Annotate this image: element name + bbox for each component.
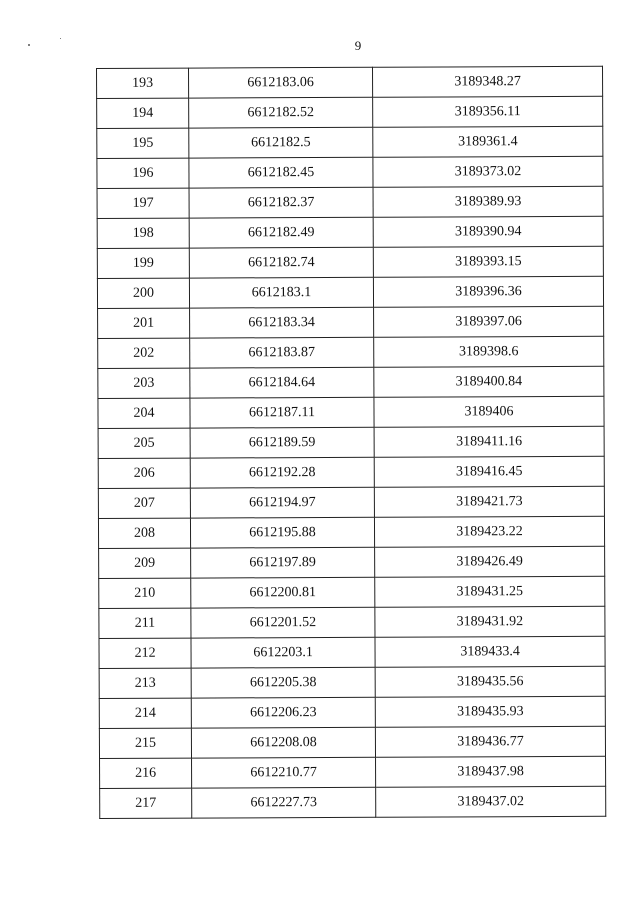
- point-index-cell: 200: [97, 278, 189, 308]
- point-index-cell: 196: [97, 158, 189, 188]
- table-row: [98, 516, 604, 548]
- table-row: [98, 456, 604, 488]
- table-row: [100, 756, 606, 788]
- table-row: [98, 366, 604, 398]
- point-index-cell: 214: [99, 698, 191, 728]
- table-row: [97, 186, 603, 218]
- x-coordinate-cell: 6612183.87: [190, 337, 374, 368]
- y-coordinate-cell: 3189421.73: [374, 486, 604, 517]
- x-coordinate-cell: 6612205.38: [191, 667, 375, 698]
- y-coordinate-cell: 3189356.11: [373, 96, 603, 127]
- table-row: [97, 216, 603, 248]
- x-coordinate-cell: 6612194.97: [190, 487, 374, 518]
- table-row: [98, 306, 604, 338]
- table-row: [99, 606, 605, 638]
- point-index-cell: 216: [100, 758, 192, 788]
- point-index-cell: 193: [97, 68, 189, 98]
- point-index-cell: 197: [97, 188, 189, 218]
- point-index-cell: 211: [99, 608, 191, 638]
- y-coordinate-cell: 3189396.36: [373, 276, 603, 307]
- table-row: [99, 636, 605, 668]
- y-coordinate-cell: 3189389.93: [373, 186, 603, 217]
- point-index-cell: 215: [99, 728, 191, 758]
- point-index-cell: 202: [98, 338, 190, 368]
- y-coordinate-cell: 3189435.56: [375, 666, 605, 697]
- y-coordinate-cell: 3189416.45: [374, 456, 604, 487]
- table-row: [97, 276, 603, 308]
- point-index-cell: 217: [100, 788, 192, 818]
- x-coordinate-cell: 6612187.11: [190, 397, 374, 428]
- x-coordinate-cell: 6612203.1: [191, 637, 375, 668]
- page-number: 9: [354, 38, 362, 53]
- table-row: [99, 666, 605, 698]
- x-coordinate-cell: 6612208.08: [191, 727, 375, 758]
- table-row: [98, 336, 604, 368]
- x-coordinate-cell: 6612210.77: [192, 757, 376, 788]
- x-coordinate-cell: 6612200.81: [191, 577, 375, 608]
- point-index-cell: 204: [98, 398, 190, 428]
- x-coordinate-cell: 6612197.89: [191, 547, 375, 578]
- y-coordinate-cell: 3189373.02: [373, 156, 603, 187]
- x-coordinate-cell: 6612183.06: [189, 67, 373, 98]
- table-row: [97, 96, 603, 128]
- y-coordinate-cell: 3189393.15: [373, 246, 603, 277]
- point-index-cell: 201: [98, 308, 190, 338]
- point-index-cell: 195: [97, 128, 189, 158]
- point-index-cell: 213: [99, 668, 191, 698]
- point-index-cell: 207: [98, 488, 190, 518]
- table-row: [97, 126, 603, 158]
- point-index-cell: 198: [97, 218, 189, 248]
- x-coordinate-cell: 6612182.45: [189, 157, 373, 188]
- x-coordinate-cell: 6612183.34: [190, 307, 374, 338]
- table-row: [100, 786, 606, 818]
- point-index-cell: 205: [98, 428, 190, 458]
- x-coordinate-cell: 6612189.59: [190, 427, 374, 458]
- x-coordinate-cell: 6612195.88: [190, 517, 374, 548]
- x-coordinate-cell: 6612192.28: [190, 457, 374, 488]
- x-coordinate-cell: 6612206.23: [191, 697, 375, 728]
- y-coordinate-cell: 3189437.02: [376, 786, 606, 817]
- table-row: [98, 426, 604, 458]
- y-coordinate-cell: 3189436.77: [375, 726, 605, 757]
- y-coordinate-cell: 3189397.06: [374, 306, 604, 337]
- y-coordinate-cell: 3189406: [374, 396, 604, 427]
- point-index-cell: 199: [97, 248, 189, 278]
- table-row: [98, 486, 604, 518]
- point-index-cell: 209: [99, 548, 191, 578]
- x-coordinate-cell: 6612182.5: [189, 127, 373, 158]
- table-row: [99, 696, 605, 728]
- y-coordinate-cell: 3189400.84: [374, 366, 604, 397]
- coordinates-table-body: [97, 66, 606, 818]
- point-index-cell: 203: [98, 368, 190, 398]
- x-coordinate-cell: 6612201.52: [191, 607, 375, 638]
- table-row: [99, 576, 605, 608]
- y-coordinate-cell: 3189435.93: [375, 696, 605, 727]
- y-coordinate-cell: 3189431.92: [375, 606, 605, 637]
- y-coordinate-cell: 3189426.49: [375, 546, 605, 577]
- table-row: [98, 396, 604, 428]
- x-coordinate-cell: 6612227.73: [192, 787, 376, 818]
- point-index-cell: 210: [99, 578, 191, 608]
- point-index-cell: 212: [99, 638, 191, 668]
- x-coordinate-cell: 6612183.1: [189, 277, 373, 308]
- y-coordinate-cell: 3189398.6: [374, 336, 604, 367]
- point-index-cell: 206: [98, 458, 190, 488]
- point-index-cell: 208: [98, 518, 190, 548]
- y-coordinate-cell: 3189431.25: [375, 576, 605, 607]
- x-coordinate-cell: 6612182.52: [189, 97, 373, 128]
- table-row: [97, 156, 603, 188]
- point-index-cell: 194: [97, 98, 189, 128]
- y-coordinate-cell: 3189390.94: [373, 216, 603, 247]
- x-coordinate-cell: 6612182.49: [189, 217, 373, 248]
- table-row: [99, 726, 605, 758]
- y-coordinate-cell: 3189348.27: [372, 66, 602, 97]
- x-coordinate-cell: 6612184.64: [190, 367, 374, 398]
- y-coordinate-cell: 3189437.98: [376, 756, 606, 787]
- x-coordinate-cell: 6612182.37: [189, 187, 373, 218]
- coordinates-table: [96, 66, 606, 819]
- table-row: [97, 66, 603, 98]
- y-coordinate-cell: 3189433.4: [375, 636, 605, 667]
- y-coordinate-cell: 3189411.16: [374, 426, 604, 457]
- table-row: [97, 246, 603, 278]
- y-coordinate-cell: 3189423.22: [374, 516, 604, 547]
- table-row: [99, 546, 605, 578]
- y-coordinate-cell: 3189361.4: [373, 126, 603, 157]
- x-coordinate-cell: 6612182.74: [189, 247, 373, 278]
